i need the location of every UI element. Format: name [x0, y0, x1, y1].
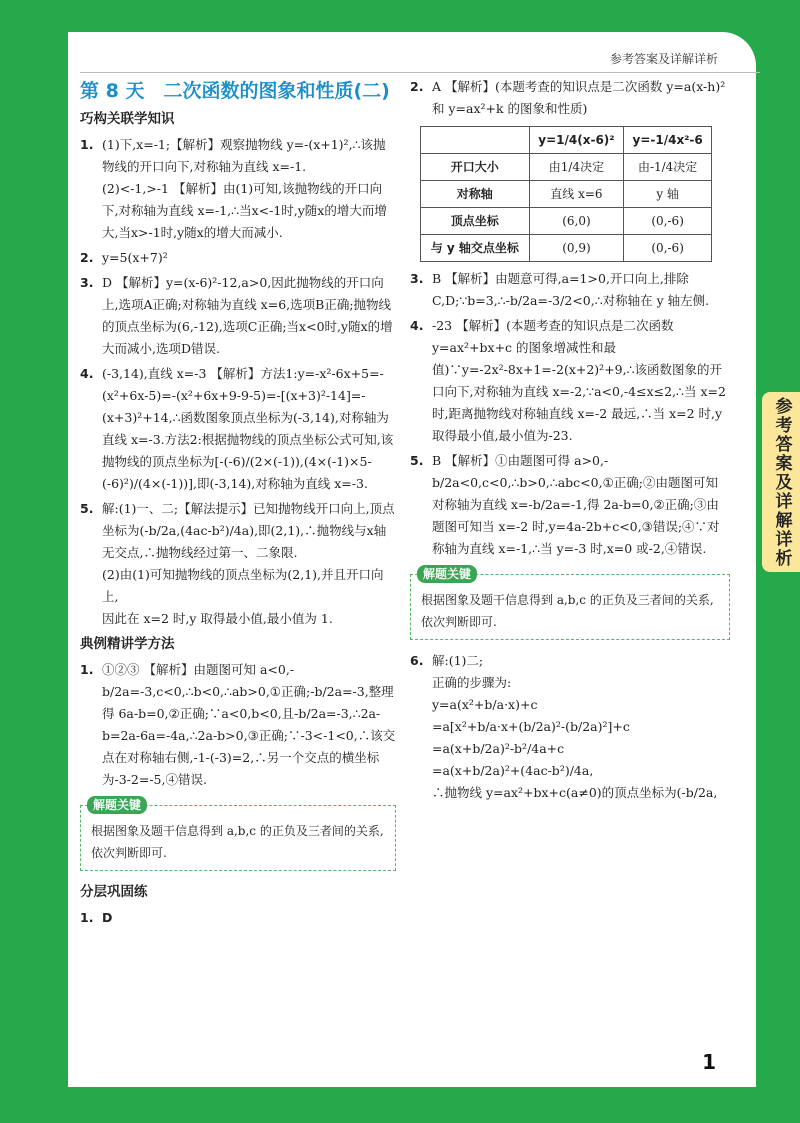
table-row	[421, 208, 712, 235]
table-cell: (0,-6)	[624, 208, 712, 235]
table-header-cell: y=-1/4x²-6	[624, 127, 712, 154]
section-heading-practice: 分层巩固练	[80, 884, 148, 900]
answer-text: -23 【解析】(本题考查的知识点是二次函数 y=ax²+bx+c 的图象增减性和最值)∵y=-2x²-8x+1=-2(x+2)²+9,∴该函数图象的开口向下,对称轴为直线 x=-2,∵a<0,-4≤x≤2,∴当 x=2 时,距离抛物线对称轴直线 x=-2 最远,∴当 x=2 时,y 取得最小值,最小值为-23.	[432, 318, 726, 443]
answer-text: (2)<-1,>-1 【解析】由(1)可知,该抛物线的开口向下,对称轴为直线 x=-1,∴当x<-1时,y随x的增大而增大,当x>-1时,y随x的增大而减小.	[102, 181, 387, 240]
item-number: 2.	[80, 250, 94, 265]
table-row-label: 顶点坐标	[421, 208, 530, 235]
section-heading-examples: 典例精讲学方法	[80, 636, 175, 652]
answer-item	[410, 650, 730, 804]
key-point-badge: 解题关键	[87, 796, 147, 814]
key-point-box	[80, 798, 396, 871]
item-number: 2.	[410, 79, 424, 94]
table-cell: 直线 x=6	[529, 181, 624, 208]
table-cell: (0,-6)	[624, 235, 712, 262]
table-row	[421, 235, 712, 262]
table-row-label: 与 y 轴交点坐标	[421, 235, 530, 262]
equation-line: =a(x+b/2a)²+(4ac-b²)/4a,	[432, 763, 594, 778]
table-row-label: 开口大小	[421, 154, 530, 181]
answer-text: (2)由(1)可知抛物线的顶点坐标为(2,1),并且开口向上,	[102, 567, 384, 604]
key-point-box	[410, 567, 730, 640]
answer-text: B 【解析】①由题图可得 a>0,-b/2a<0,c<0,∴b>0,∴abc<0,①正确;②由题图可知对称轴为直线 x=-b/2a=-1,得 2a-b=0,②正确;③由题图可知当 x=-2 时,y=4a-2b+c<0,③错误;④∵对称轴为直线 x=-1,∴当 y=-3 时,x=0 或-2,④错误.	[432, 453, 720, 556]
answer-item	[80, 363, 396, 495]
comparison-table	[420, 126, 712, 262]
item-number: 1.	[80, 910, 94, 925]
table-cell: 由-1/4决定	[624, 154, 712, 181]
table-row	[421, 154, 712, 181]
table-cell: (6,0)	[529, 208, 624, 235]
item-number: 3.	[410, 271, 424, 286]
table-row	[421, 181, 712, 208]
right-column	[410, 76, 730, 807]
table-cell	[421, 127, 530, 154]
table-header-cell: y=1/4(x-6)²	[529, 127, 624, 154]
answer-text: 解:(1)一、二;【解法提示】已知抛物线开口向上,顶点坐标为(-b/2a,(4ac-b²)/4a),即(2,1),∴抛物线与x轴无交点,∴抛物线经过第一、二象限.	[102, 501, 395, 560]
answer-item	[80, 247, 396, 269]
header-rule	[80, 72, 760, 73]
equation-line: y=a(x²+b/a·x)+c	[432, 697, 538, 712]
running-head: 参考答案及详解详析	[609, 52, 718, 66]
answer-item	[80, 272, 396, 360]
answer-item	[410, 76, 730, 120]
answer-text: 因此在 x=2 时,y 取得最小值,最小值为 1.	[102, 611, 333, 626]
answer-text: (-3,14),直线 x=-3 【解析】方法1:y=-x²-6x+5=-(x²+6x-5)=-(x²+6x+9-9-5)=-[(x+3)²-14]=-(x+3)²+14,∴函数图象顶点坐标为(-3,14),对称轴为直线 x=-3.方法2:根据抛物线的顶点坐标公式可知,该抛物线的顶点坐标为[-(-6)/(2×(-1)),(4×(-1)×5-(-6)²)/(4×(-1))],即(-3,14),对称轴为直线 x=-3.	[102, 366, 394, 491]
item-number: 6.	[410, 653, 424, 668]
answer-text: y=5(x+7)²	[102, 250, 168, 265]
answer-text: D 【解析】y=(x-6)²-12,a>0,因此抛物线的开口向上,选项A正确;对称轴为直线 x=6,选项B正确;抛物线的顶点坐标为(6,-12),选项C正确;当x<0时,y随x的增大而减小,选项D错误.	[102, 275, 393, 356]
answer-text: 解:(1)二;	[432, 653, 484, 668]
table-cell: (0,9)	[529, 235, 624, 262]
section-heading-knowledge: 巧构关联学知识	[80, 111, 175, 127]
table-cell: y 轴	[624, 181, 712, 208]
answer-item	[410, 315, 730, 447]
item-number: 5.	[410, 453, 424, 468]
answer-text: B 【解析】由题意可得,a=1>0,开口向上,排除C,D;∵b=3,∴-b/2a=-3/2<0,∴对称轴在 y 轴左侧.	[432, 271, 710, 308]
equation-line: =a(x+b/2a)²-b²/4a+c	[432, 741, 565, 756]
answer-item	[80, 498, 396, 630]
table-cell: 由1/4决定	[529, 154, 624, 181]
key-point-badge: 解题关键	[417, 565, 477, 583]
page-number: 1	[702, 1050, 716, 1074]
left-column	[80, 76, 396, 932]
key-point-text: 根据图象及题干信息得到 a,b,c 的正负及三者间的关系,依次判断即可.	[91, 824, 384, 860]
equation-line: =a[x²+b/a·x+(b/2a)²-(b/2a)²]+c	[432, 719, 630, 734]
answer-text: D	[102, 910, 113, 925]
answer-item	[80, 134, 396, 244]
answer-text: (1)下,x=-1;【解析】观察抛物线 y=-(x+1)²,∴该抛物线的开口向下,对称轴为直线 x=-1.	[102, 137, 386, 174]
item-number: 4.	[80, 366, 94, 381]
page-title: 第 8 天 二次函数的图象和性质(二)	[80, 80, 390, 102]
answer-item	[80, 907, 396, 929]
answer-item	[80, 659, 396, 791]
side-tab: 参考答案及详解详析	[762, 392, 800, 572]
answer-text: ①②③ 【解析】由题图可知 a<0,-b/2a=-3,c<0,∴b<0,∴ab>0,①正确;-b/2a=-3,整理得 6a-b=0,②正确;∵a<0,b<0,且-b/2a=-3,∴2a-b=2a-6a=-4a,∴2a-b>0,③正确;∵-3<-1<0,∴该交点在对称轴右侧,-1-(-3)=2,∴另一个交点的横坐标为-3-2=-5,④错误.	[102, 662, 396, 787]
item-number: 3.	[80, 275, 94, 290]
item-number: 1.	[80, 137, 94, 152]
answer-item	[410, 450, 730, 560]
item-number: 5.	[80, 501, 94, 516]
key-point-text: 根据图象及题干信息得到 a,b,c 的正负及三者间的关系,依次判断即可.	[421, 593, 714, 629]
table-row-label: 对称轴	[421, 181, 530, 208]
item-number: 1.	[80, 662, 94, 677]
answer-text: ∴抛物线 y=ax²+bx+c(a≠0)的顶点坐标为(-b/2a,	[432, 785, 718, 800]
answer-text: 正确的步骤为:	[432, 675, 512, 690]
answer-text: A 【解析】(本题考查的知识点是二次函数 y=a(x-h)² 和 y=ax²+k 的图象和性质)	[432, 79, 726, 116]
table-header-row	[421, 127, 712, 154]
answer-item	[410, 268, 730, 312]
item-number: 4.	[410, 318, 424, 333]
